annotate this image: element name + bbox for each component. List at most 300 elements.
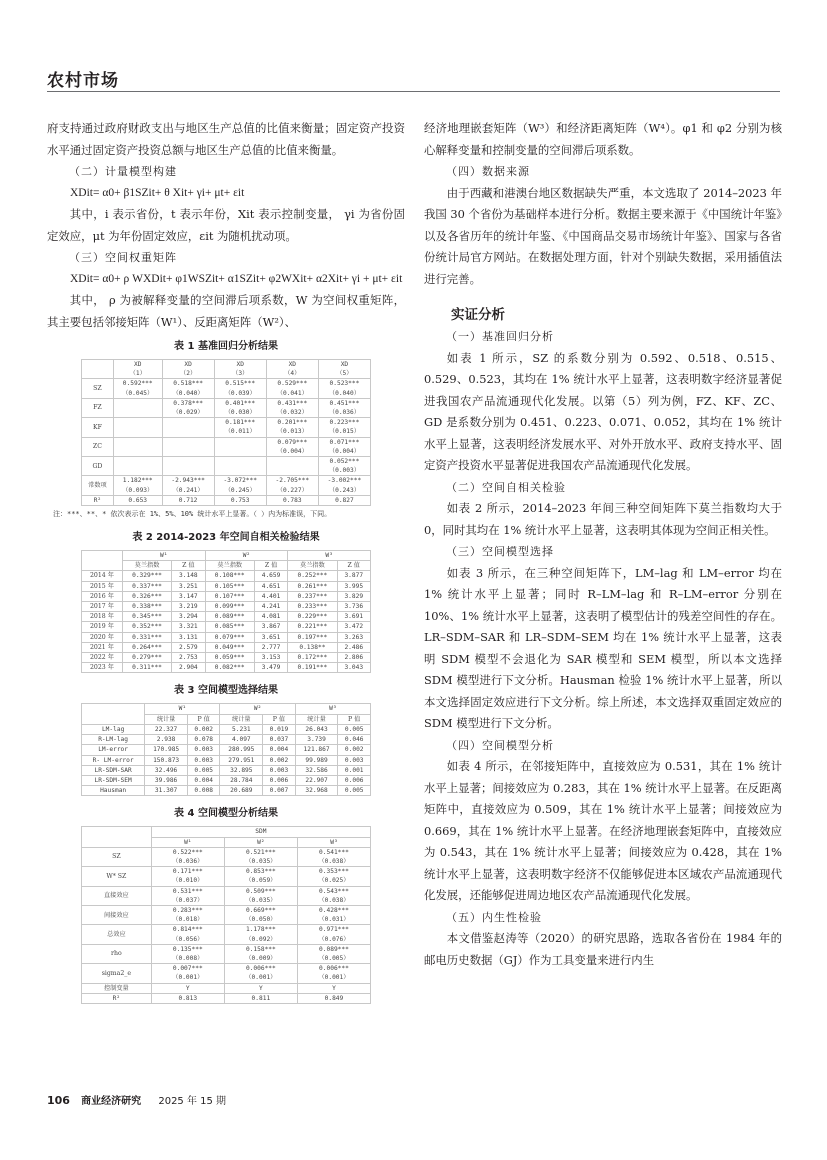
table-row [82, 944, 371, 963]
value-cell: 3.736 [337, 602, 370, 612]
value-cell: 22.327 [145, 724, 188, 734]
value-cell: 0.008 [187, 786, 220, 796]
value-cell: 0.279*** [122, 653, 171, 663]
coefficient-cell [297, 847, 370, 866]
standard-error: （0.018） [172, 916, 204, 924]
row-label: rho [82, 944, 152, 963]
value-cell: 0.229*** [288, 612, 337, 622]
table-row [82, 925, 371, 944]
coefficient-cell [162, 379, 214, 398]
coefficient-cell [224, 964, 297, 983]
standard-error: （0.025） [318, 877, 350, 885]
value-cell: 3.651 [254, 632, 287, 642]
table-row [82, 964, 371, 983]
coefficient: 0.531*** [172, 887, 203, 895]
value-cell: 0.311*** [122, 663, 171, 673]
table-row [82, 571, 371, 581]
subheading-endogeneity: （五）内生性检验 [446, 910, 542, 924]
subheading-model: （二）计量模型构建 [69, 165, 177, 178]
column-var: XD [236, 361, 244, 368]
coefficient-cell [224, 867, 297, 886]
coefficient-cell [162, 476, 214, 495]
value-cell: 0.046 [338, 735, 371, 745]
coefficient-cell [162, 418, 214, 437]
value-cell: 0.337*** [122, 581, 171, 591]
row-label: R² [82, 495, 114, 505]
value-cell: 0.089*** [205, 612, 254, 622]
value-cell: 3.219 [172, 602, 205, 612]
value-cell: 32.586 [295, 765, 338, 775]
value-cell: 0.082*** [205, 663, 254, 673]
value-cell: 0.138** [288, 642, 337, 652]
subheading-weight-matrix: （三）空间权重矩阵 [69, 251, 177, 264]
matrix-group-header: W² [224, 837, 297, 847]
column-header: 统计量 [220, 714, 263, 724]
standard-error: （0.092） [245, 935, 277, 943]
coefficient: 0.521*** [245, 848, 276, 856]
coefficient: 0.431*** [277, 399, 308, 407]
standard-error: （0.243） [328, 486, 360, 494]
coefficient-cell [151, 964, 224, 983]
section-header: 农村市场 [47, 71, 119, 91]
paragraph: 本文借鉴赵涛等（2020）的研究思路，选取各省份在 1984 年的邮电历史数据（GJ）作为工具变量来进行内生 [424, 931, 782, 967]
coefficient: 0.515*** [225, 380, 256, 388]
value-cell: 0.099*** [205, 602, 254, 612]
issue-label: 2025 年 15 期 [158, 1096, 227, 1107]
value-cell: 0.105*** [205, 581, 254, 591]
r2-value: 0.811 [224, 993, 297, 1003]
row-label: KF [82, 418, 114, 437]
coefficient-cell [113, 379, 162, 398]
value-cell: 0.006 [338, 775, 371, 785]
standard-error: （0.030） [224, 409, 256, 417]
row-label: SZ [82, 379, 114, 398]
coefficient: -2.705*** [275, 477, 310, 485]
coefficient: 0.518*** [173, 380, 204, 388]
section-heading-empirical: 实证分析 [451, 307, 505, 323]
coefficient: 0.223*** [329, 419, 360, 427]
coefficient: 0.451*** [329, 399, 360, 407]
coefficient-cell [318, 437, 370, 456]
row-label: 2022 年 [82, 653, 123, 663]
coefficient: 0.669*** [245, 906, 276, 914]
column-var: XD [288, 361, 297, 368]
coefficient: 0.006*** [245, 965, 276, 973]
row-label: 2019 年 [82, 622, 123, 632]
r2-value: 0.827 [318, 495, 370, 505]
table-row [82, 642, 371, 652]
paragraph: 如表 4 所示，在邻接矩阵中，直接效应为 0.531，其在 1% 统计水平上显著；间接效应为 0.283，其在 1% 统计水平上显著。在反距离矩阵中，直接效应为 0.509，其在 1% 统计水平上显著；间接效应为 0.669，其在 1% 统计水平上显著。在经济地理嵌套矩阵中，直接效应为 0.543，其在 1% 统计水平上显著；间接效应为 0.428，其在 1% 统计水平上显著，这表明数字经济不仅能够促进本区域农产品流通现代化发展，还能够促进周边地区农产品流通现代化发展。 [424, 759, 782, 902]
coefficient-cell [151, 847, 224, 866]
standard-error: （0.009） [245, 954, 277, 962]
table1-header-row [82, 360, 371, 379]
coefficient-cell [214, 476, 266, 495]
value-cell: 0.331*** [122, 632, 171, 642]
standard-error: （0.001） [245, 974, 277, 982]
standard-error: （0.008） [172, 954, 204, 962]
subheading-data-source: （四）数据来源 [446, 165, 530, 178]
column-header [266, 360, 318, 379]
row-label: 2016 年 [82, 591, 123, 601]
value-cell: 32.968 [295, 786, 338, 796]
standard-error: （0.241） [172, 486, 204, 494]
coefficient: 0.529*** [277, 380, 308, 388]
value-cell: 3.043 [337, 663, 370, 673]
value-cell: 22.907 [295, 775, 338, 785]
column-header [214, 360, 266, 379]
standard-error: （0.035） [245, 896, 277, 904]
column-number: （2） [180, 370, 197, 378]
value-cell: 3.321 [172, 622, 205, 632]
coefficient-cell [266, 437, 318, 456]
standard-error: （0.040） [328, 389, 360, 397]
subheading-model-selection: （三）空间模型选择 [446, 545, 554, 558]
value-cell: 0.006 [263, 775, 296, 785]
coefficient-cell [266, 379, 318, 398]
coefficient: 0.401*** [225, 399, 256, 407]
paragraph: 其中，i 表示省份，t 表示年份，Xit 表示控制变量， γi 为省份固定效应，μt 为年份固定效应，εit 为随机扰动项。 [47, 207, 405, 243]
column-var: XD [184, 361, 192, 368]
coefficient: 0.071*** [329, 438, 360, 446]
table4-model-row [82, 827, 371, 837]
standard-error: （0.056） [172, 935, 204, 943]
value-cell: 3.877 [337, 571, 370, 581]
paragraph: 如表 2 所示，2014–2023 年间三种空间矩阵下莫兰指数均大于 0，同时其均在 1% 统计水平上显著，这表明其体现为空间正相关性。 [424, 501, 782, 537]
value-cell: 2.938 [145, 735, 188, 745]
table-row [82, 398, 371, 417]
row-label: W* SZ [82, 867, 152, 886]
table-row [82, 632, 371, 642]
table-row [82, 476, 371, 495]
value-cell: 3.867 [254, 622, 287, 632]
value-cell: 0.002 [187, 724, 220, 734]
subheading-model-analysis: （四）空间模型分析 [446, 738, 554, 752]
column-header: 统计量 [295, 714, 338, 724]
coefficient-cell [297, 886, 370, 905]
column-number: （3） [232, 370, 249, 378]
corner-cell [82, 704, 145, 724]
row-label: R-LM-lag [82, 735, 145, 745]
table-row [82, 437, 371, 456]
coefficient-cell [162, 457, 214, 476]
coefficient: 0.523*** [329, 380, 360, 388]
coefficient: 0.592*** [122, 380, 153, 388]
value-cell: 0.079*** [205, 632, 254, 642]
paragraph: 其中， ρ 为被解释变量的空间滞后项系数，W 为空间权重矩阵，其主要包括邻接矩阵（W¹）、反距离矩阵（W²）、 [47, 293, 405, 329]
column-header: P 值 [338, 714, 371, 724]
row-label: Hausman [82, 786, 145, 796]
value-cell: 0.002 [263, 755, 296, 765]
matrix-group-header: W³ [295, 704, 370, 714]
value-cell: 0.264*** [122, 642, 171, 652]
column-header [162, 360, 214, 379]
formula-sdm: XDit= α0+ ρ WXDit+ φ1WSZit+ α1SZit+ φ2WXit+ α2Xit+ γi + μt+ εit [70, 272, 403, 285]
table-row [82, 602, 371, 612]
subheading-baseline: （一）基准回归分析 [446, 330, 554, 343]
row-label: 间接效应 [82, 905, 152, 924]
journal-name: 商业经济研究 [81, 1096, 142, 1107]
control-flag: Y [297, 983, 370, 993]
row-label: 2018 年 [82, 612, 123, 622]
row-label: 总效应 [82, 925, 152, 944]
subheading-autocorrelation: （二）空间自相关检验 [446, 480, 566, 494]
value-cell: 99.989 [295, 755, 338, 765]
coefficient-cell [224, 905, 297, 924]
coefficient: 0.007*** [172, 965, 203, 973]
standard-error: （0.005） [318, 954, 350, 962]
standard-error: （0.004） [276, 447, 308, 455]
value-cell: 280.995 [220, 745, 263, 755]
table-row [82, 775, 371, 785]
value-cell: 0.005 [338, 724, 371, 734]
value-cell: 0.003 [187, 745, 220, 755]
coefficient-cell [162, 398, 214, 417]
coefficient-cell [318, 398, 370, 417]
standard-error: （0.001） [172, 974, 204, 982]
row-label: 2020 年 [82, 632, 123, 642]
row-label: 2014 年 [82, 571, 123, 581]
formula-baseline: XDit= α0+ β1SZit+ θ Xit+ γi+ μt+ εit [70, 186, 245, 199]
value-cell: 150.873 [145, 755, 188, 765]
standard-error: （0.004） [328, 447, 360, 455]
coefficient-cell [318, 418, 370, 437]
table1-baseline-regression [81, 359, 371, 506]
value-cell: 4.651 [254, 581, 287, 591]
coefficient-cell [162, 437, 214, 456]
column-header: P 值 [263, 714, 296, 724]
corner-cell [82, 360, 114, 379]
value-cell: 0.345*** [122, 612, 171, 622]
value-cell: 0.004 [187, 775, 220, 785]
page-number: 106 [47, 1094, 70, 1107]
coefficient: 1.178*** [245, 926, 276, 934]
value-cell: 3.147 [172, 591, 205, 601]
coefficient: 0.079*** [277, 438, 308, 446]
matrix-group-header: W³ [297, 837, 370, 847]
table-row [82, 653, 371, 663]
table1-caption: 表 1 基准回归分析结果 [174, 341, 278, 352]
standard-error: （0.038） [318, 896, 350, 904]
value-cell: 0.049*** [205, 642, 254, 652]
value-cell: 0.078 [187, 735, 220, 745]
coefficient: -2.943*** [171, 477, 205, 485]
value-cell: 0.107*** [205, 591, 254, 601]
value-cell: 0.191*** [288, 663, 337, 673]
value-cell: 0.326*** [122, 591, 171, 601]
value-cell: 0.001 [338, 765, 371, 775]
coefficient-cell [214, 398, 266, 417]
table-row [82, 663, 371, 673]
value-cell: 0.019 [263, 724, 296, 734]
matrix-group-header: W¹ [151, 837, 224, 847]
standard-error: （0.031） [318, 916, 350, 924]
value-cell: 32.496 [145, 765, 188, 775]
coefficient-cell [224, 925, 297, 944]
coefficient-cell [297, 905, 370, 924]
standard-error: （0.041） [276, 389, 308, 397]
paragraph: 府支持通过政府财政支出与地区生产总值的比值来衡量；固定资产投资水平通过固定资产投资总额与地区生产总值的比值来衡量。 [47, 121, 405, 157]
table-row [82, 379, 371, 398]
column-number: （5） [336, 370, 353, 378]
coefficient-cell [214, 379, 266, 398]
column-var: XD [133, 361, 142, 368]
value-cell: 2.486 [337, 642, 370, 652]
standard-error: （0.227） [276, 486, 308, 494]
control-flag: Y [151, 983, 224, 993]
value-cell: 0.352*** [122, 622, 171, 632]
standard-error: （0.010） [172, 877, 204, 885]
coefficient: 0.181*** [225, 419, 256, 427]
value-cell: 279.951 [220, 755, 263, 765]
table-row [82, 765, 371, 775]
value-cell: 0.172*** [288, 653, 337, 663]
value-cell: 2.806 [337, 653, 370, 663]
standard-error: （0.038） [318, 857, 350, 865]
table-row [82, 457, 371, 476]
coefficient-cell [224, 847, 297, 866]
matrix-group-header: W¹ [122, 551, 205, 561]
table-row-controls [82, 983, 371, 993]
standard-error: （0.029） [172, 409, 204, 417]
coefficient-cell [266, 457, 318, 476]
paragraph: 如表 3 所示，在三种空间矩阵下，LM–lag 和 LM–error 均在 1% 统计水平上显著；同时 R–LM–lag 和 R–LM–error 分别在 10%、1% 统计水平上显著，这表明了模型估计的残差空间性的存在。LR–SDM–SAR 和 LR–SDM–SEM 均在 1% 统计水平上显著，这表明 SDM 模型不会退化为 SAR 模型和 SEM 模型，所以本文选择 SDM 模型进行下文分析。Hausman 检验 1% 统计水平上显著，所以本文选择固定效应进行下文分析。综上所述，本文选择双重固定效应的 SDM 模型进行下文分析。 [424, 565, 782, 730]
table-row [82, 735, 371, 745]
value-cell: 20.689 [220, 786, 263, 796]
matrix-group-header: W³ [288, 551, 371, 561]
standard-error: （0.003） [328, 467, 360, 475]
coefficient: 0.353*** [319, 868, 349, 876]
coefficient: 0.522*** [172, 848, 203, 856]
column-number: （4） [284, 370, 301, 378]
value-cell: 2.579 [172, 642, 205, 652]
coefficient-cell [113, 418, 162, 437]
row-label: 2017 年 [82, 602, 123, 612]
coefficient-cell [113, 457, 162, 476]
coefficient: 0.814*** [172, 926, 203, 934]
paragraph: 由于西藏和港澳台地区数据缺失严重，本文选取了 2014–2023 年我国 30 个省份为基础样本进行分析。数据主要来源于《中国统计年鉴》以及各省历年的统计年鉴、《中国商品交易市场统计年鉴》、国家与各省份统计局官方网站。在数据处理方面，针对个别缺失数据，采用插值法进行完善。 [424, 185, 782, 286]
header-divider [47, 91, 780, 92]
value-cell: 0.338*** [122, 602, 171, 612]
left-column [47, 118, 405, 1004]
right-column [424, 118, 782, 971]
row-label: 控制变量 [82, 983, 152, 993]
coefficient-cell [224, 944, 297, 963]
standard-error: （0.045） [122, 389, 154, 397]
value-cell: 0.085*** [205, 622, 254, 632]
coefficient-cell [318, 379, 370, 398]
table3-model-selection [81, 703, 371, 796]
value-cell: 3.263 [337, 632, 370, 642]
column-header: 莫兰指数 [122, 561, 171, 571]
coefficient-cell [266, 398, 318, 417]
column-header: 统计量 [145, 714, 188, 724]
column-header: P 值 [187, 714, 220, 724]
coefficient-cell [151, 886, 224, 905]
coefficient-cell [214, 437, 266, 456]
column-header: 莫兰指数 [288, 561, 337, 571]
coefficient-cell [151, 867, 224, 886]
row-label: sigma2_e [82, 964, 152, 983]
value-cell: 31.307 [145, 786, 188, 796]
row-label: SZ [82, 847, 152, 866]
standard-error: （0.040） [172, 389, 204, 397]
column-number: （1） [129, 370, 146, 378]
value-cell: 0.003 [338, 755, 371, 765]
value-cell: 3.691 [337, 612, 370, 622]
value-cell: 0.197*** [288, 632, 337, 642]
coefficient-cell [151, 925, 224, 944]
coefficient-cell [297, 964, 370, 983]
table-row [82, 847, 371, 866]
coefficient: 0.541*** [319, 848, 349, 856]
standard-error: （0.059） [245, 877, 277, 885]
table-row [82, 755, 371, 765]
coefficient: 0.171*** [172, 868, 203, 876]
value-cell: 0.237*** [288, 591, 337, 601]
standard-error: （0.013） [276, 428, 308, 436]
value-cell: 3.148 [172, 571, 205, 581]
value-cell: 0.261*** [288, 581, 337, 591]
coefficient: 0.052*** [329, 458, 360, 466]
value-cell: 3.479 [254, 663, 287, 673]
page-footer [47, 1092, 226, 1107]
standard-error: （0.032） [276, 409, 308, 417]
standard-error: （0.001） [318, 974, 350, 982]
table-row [82, 418, 371, 437]
value-cell: 0.007 [263, 786, 296, 796]
value-cell: 2.777 [254, 642, 287, 652]
coefficient: 0.428*** [319, 906, 349, 914]
row-label: ZC [82, 437, 114, 456]
coefficient-cell [297, 944, 370, 963]
table3-group-row [82, 704, 371, 714]
paragraph: 经济地理嵌套矩阵（W³）和经济距离矩阵（W⁴）。φ1 和 φ2 分别为核心解释变量和控制变量的空间滞后项系数。 [424, 121, 782, 157]
coefficient-cell [113, 437, 162, 456]
table2-caption: 表 2 2014-2023 年空间自相关检验结果 [132, 532, 320, 544]
coefficient-cell [113, 398, 162, 417]
table-row [82, 786, 371, 796]
r2-value: 0.783 [266, 495, 318, 505]
coefficient-cell [214, 418, 266, 437]
table-row [82, 612, 371, 622]
table3-caption: 表 3 空间模型选择结果 [174, 685, 278, 697]
coefficient-cell [318, 476, 370, 495]
r2-value: 0.653 [113, 495, 162, 505]
model-header: SDM [151, 827, 370, 837]
value-cell: 0.221*** [288, 622, 337, 632]
value-cell: 0.329*** [122, 571, 171, 581]
r2-value: 0.753 [214, 495, 266, 505]
value-cell: 39.986 [145, 775, 188, 785]
column-header: Z 值 [337, 561, 370, 571]
row-label: GD [82, 457, 114, 476]
coefficient: 0.853*** [245, 868, 276, 876]
value-cell: 32.895 [220, 765, 263, 775]
standard-error: （0.076） [318, 935, 350, 943]
coefficient: 1.182*** [122, 477, 153, 485]
corner-cell [82, 827, 152, 847]
coefficient: 0.509*** [245, 887, 276, 895]
value-cell: 3.131 [172, 632, 205, 642]
table-row [82, 591, 371, 601]
value-cell: 0.002 [338, 745, 371, 755]
matrix-group-header: W² [220, 704, 295, 714]
column-header: Z 值 [254, 561, 287, 571]
table-row [82, 745, 371, 755]
value-cell: 26.043 [295, 724, 338, 734]
table-row [82, 622, 371, 632]
table4-spatial-model-results [81, 826, 371, 1004]
